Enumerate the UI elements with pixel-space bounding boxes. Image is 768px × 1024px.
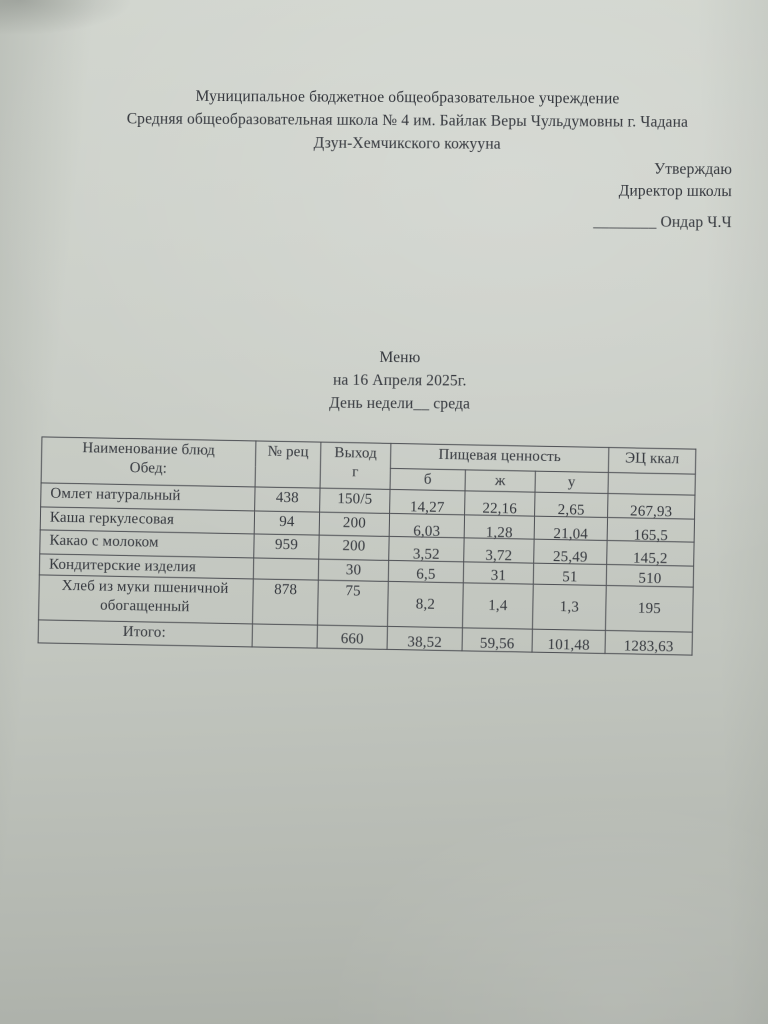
carbs-cell: 101,48 [532,629,605,653]
fat-cell: 59,56 [462,628,532,652]
approval-signature-line: ________ Ондар Ч.Ч [593,213,732,232]
protein-cell: 3,52 [389,536,464,561]
fat-cell: 22,16 [465,491,535,516]
header-dishes [41,437,256,487]
carbs-cell: 21,04 [534,516,607,540]
org-name-line-1: Муниципальное бюджетное общеобразовательное учреждение [195,87,620,108]
menu-date: на 16 Апреля 2025г. [332,371,467,390]
dish-name-cell: Омлет натуральный [41,483,255,511]
protein-cell: 6,03 [389,513,464,537]
header-rec-number: № рец [255,441,321,488]
energy-cell: 510 [606,564,693,587]
dish-name-cell: Хлеб из муки пшеничной обогащенный [39,575,254,624]
approval-block [2,155,768,235]
dish-name-cell: Каша геркулесовая [40,507,254,534]
table-header-row-1 [41,437,695,474]
fat-cell: 1,4 [462,583,533,629]
protein-cell: 6,5 [388,560,463,582]
org-name-line-3: Дзун-Хемчикского кожууна [313,134,501,153]
fat-cell: 1,28 [464,515,534,539]
protein-cell: 38,52 [387,626,462,650]
header-fat: ж [465,470,535,492]
protein-cell: 14,27 [390,489,465,514]
energy-cell: 145,2 [607,540,694,566]
output-cell: 150/5 [320,488,390,513]
rec-number-cell [253,558,318,580]
header-energy: ЭЦ ккал [608,448,695,475]
energy-cell: 267,93 [608,494,695,520]
approval-role-label: Директор школы [618,182,733,201]
protein-cell: 8,2 [387,581,463,627]
fat-cell: 3,72 [464,538,534,563]
output-cell: 660 [317,625,387,649]
carbs-cell: 1,3 [532,584,606,630]
dish-name-cell: Кондитерские изделия [39,554,253,579]
header-carbs: у [535,471,608,493]
header-protein: б [390,468,465,490]
carbs-cell: 51 [533,563,606,585]
output-cell: 30 [318,559,388,581]
dish-name-cell: Какао с молоком [40,530,254,558]
header-dishes-line1: Наименование блюд [82,440,216,459]
rec-number-cell [252,624,317,648]
org-header [23,0,768,157]
header-output [320,442,391,489]
output-cell: 200 [319,512,389,536]
header-nutrition: Пищевая ценность [390,443,608,472]
carbs-cell: 25,49 [534,539,607,564]
energy-cell: 165,5 [607,517,694,542]
menu-heading [16,344,768,418]
energy-cell: 1283,63 [605,630,692,655]
rec-number-cell: 959 [254,534,319,559]
org-name-line-2: Средняя общеобразовательная школа № 4 им. Байлак Веры Чульдумовны г. Чадана [126,110,689,131]
output-cell: 75 [317,580,388,626]
header-energy-sub [608,473,695,496]
menu-table [38,436,697,655]
total-label-cell: Итого: [38,620,252,647]
energy-cell: 195 [605,585,693,632]
menu-title: Меню [379,348,421,367]
rec-number-cell: 878 [252,579,318,625]
approval-approve-label: Утверждаю [654,160,733,179]
header-output-line1: Выход [334,444,378,462]
header-dishes-line2: Обед: [129,460,168,477]
output-cell: 200 [319,535,389,560]
fat-cell: 31 [463,562,533,584]
menu-weekday: День недели__ среда [329,394,471,413]
rec-number-cell: 438 [255,487,320,512]
rec-number-cell: 94 [254,511,319,535]
header-output-line2: г [352,464,359,481]
carbs-cell: 2,65 [535,492,608,517]
